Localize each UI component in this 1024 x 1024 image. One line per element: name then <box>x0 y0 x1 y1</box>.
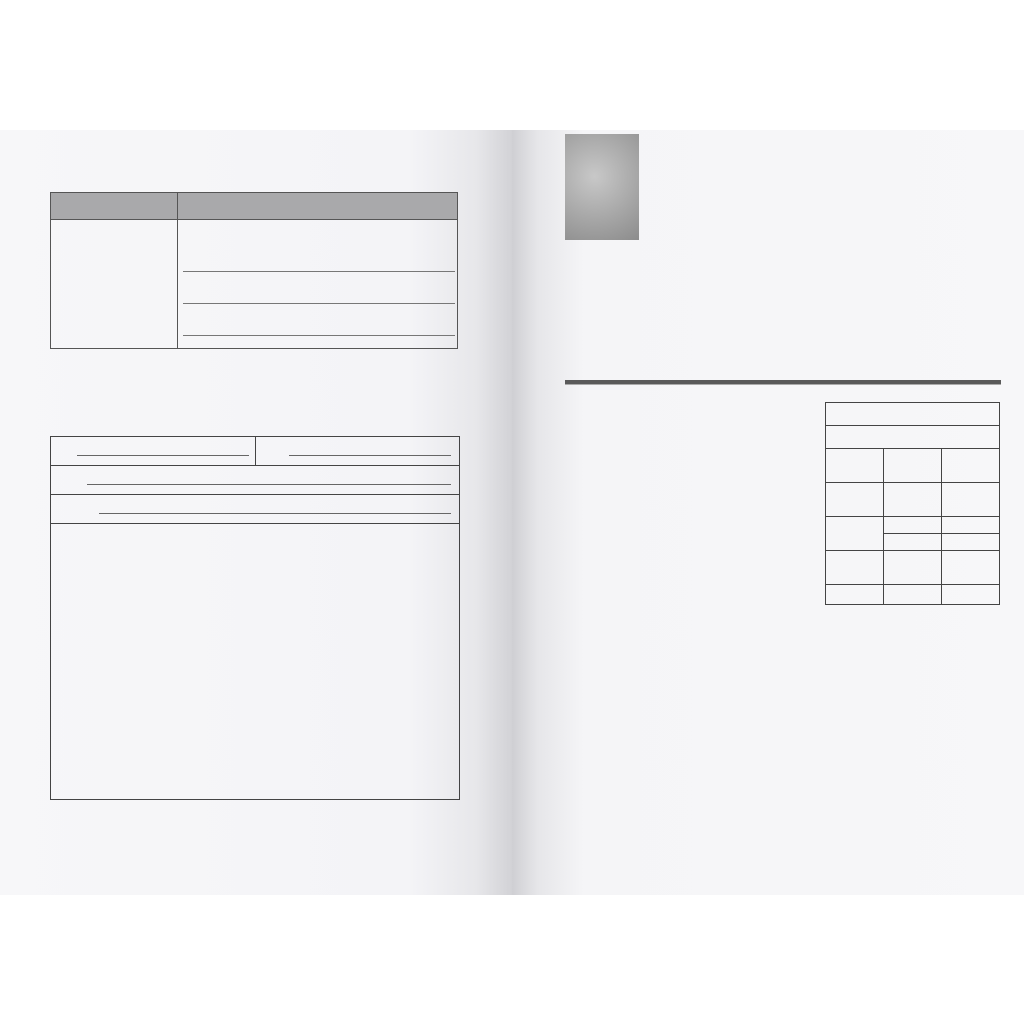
examiner-table <box>825 402 1000 605</box>
table-row <box>51 220 458 253</box>
header-bahagian <box>826 449 884 483</box>
colour-design-table <box>50 192 458 349</box>
row-c-score[interactable] <box>942 551 1000 585</box>
row-b-label <box>826 517 884 551</box>
header-markah-diperoleh <box>942 449 1000 483</box>
row-total-score[interactable] <box>942 585 1000 605</box>
answer-blank[interactable] <box>183 261 455 272</box>
email-to-row <box>51 437 459 466</box>
item-cell <box>51 284 178 316</box>
row-a-label <box>826 483 884 517</box>
row-a-marks <box>884 483 942 517</box>
email-form <box>50 436 460 800</box>
email-from-row <box>51 466 459 495</box>
row-b1-marks <box>884 517 942 534</box>
right-page <box>512 130 1024 895</box>
duration <box>565 320 569 321</box>
answer-blank[interactable] <box>183 325 455 336</box>
left-page <box>0 130 512 895</box>
table-row <box>51 316 458 349</box>
from-field[interactable] <box>87 484 451 485</box>
row-total-label <box>826 585 884 605</box>
kod-pemeriksa <box>826 426 1000 449</box>
item-cell <box>51 252 178 284</box>
item-cell <box>51 220 178 253</box>
examiner-title <box>826 403 1000 426</box>
paper-number-badge <box>565 134 639 240</box>
email-subject-row <box>51 495 459 524</box>
subject-field[interactable] <box>99 513 451 514</box>
item-cell <box>51 316 178 349</box>
row-b2-marks <box>884 534 942 551</box>
answer-blank[interactable] <box>183 293 455 304</box>
table-row <box>51 252 458 284</box>
design-cell <box>178 220 458 253</box>
row-c-label <box>826 551 884 585</box>
col-item-header <box>51 193 178 220</box>
col-design-header <box>178 193 458 220</box>
row-b1-score[interactable] <box>942 517 1000 534</box>
row-c-marks <box>884 551 942 585</box>
to-field[interactable] <box>77 455 249 456</box>
divider-rule <box>565 380 1001 385</box>
table-row <box>51 284 458 316</box>
row-total-marks <box>884 585 942 605</box>
header-markah-penuh <box>884 449 942 483</box>
row-a-score[interactable] <box>942 483 1000 517</box>
row-b2-score[interactable] <box>942 534 1000 551</box>
book-spread <box>0 130 1024 895</box>
date-field[interactable] <box>289 455 451 456</box>
